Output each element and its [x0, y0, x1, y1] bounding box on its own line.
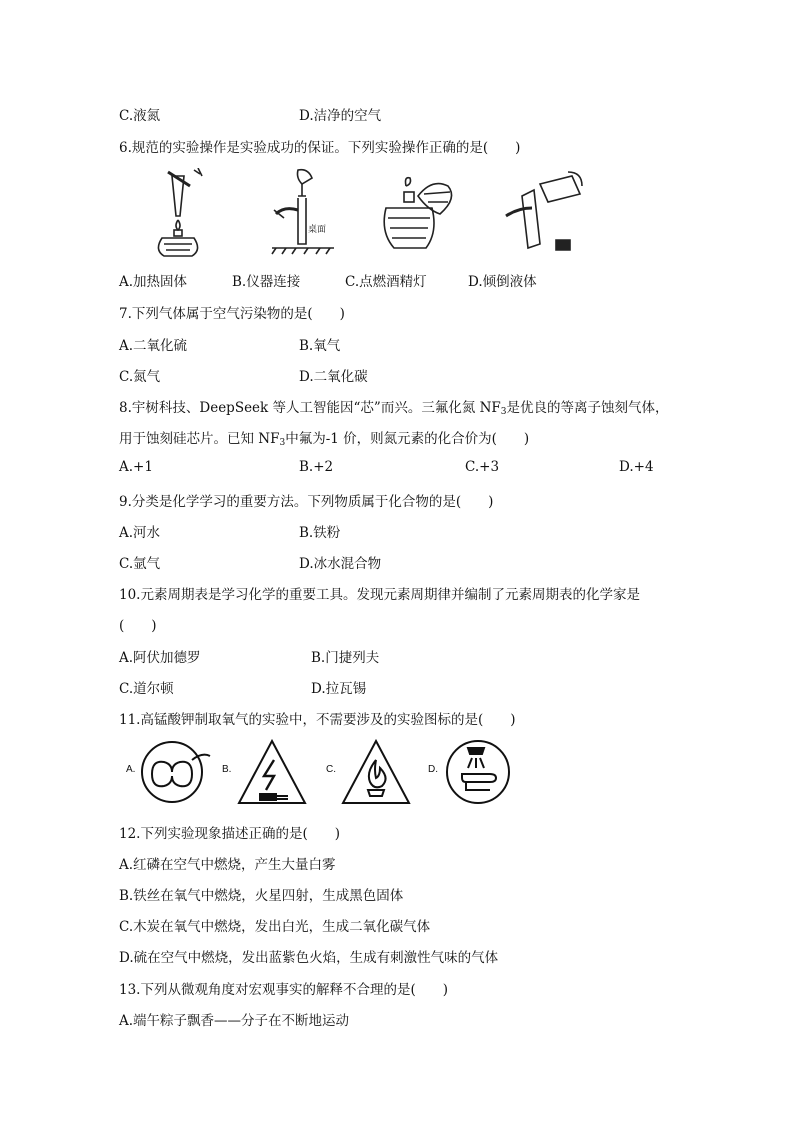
- q7-option-a: A.二氧化硫: [119, 338, 188, 354]
- instrument-connection-figure: [268, 166, 338, 258]
- q9-option-b: B.铁粉: [299, 525, 341, 541]
- heating-solid-figure: [150, 168, 210, 260]
- q7-option-b: B.氧气: [299, 338, 341, 354]
- hand-wash-icon: [444, 738, 512, 806]
- q10-stem-continued: ( ): [119, 618, 157, 634]
- q6-option-a: A.加热固体: [119, 274, 188, 290]
- flame-warning-icon: [340, 738, 412, 806]
- q7-stem: 7.下列气体属于空气污染物的是( ): [119, 306, 345, 322]
- q5-option-c: C.液氮: [119, 108, 161, 124]
- q13-stem: 13.下列从微观角度对宏观事实的解释不合理的是( ): [119, 982, 449, 998]
- q6-option-c: C.点燃酒精灯: [345, 274, 427, 290]
- q10-option-a: A.阿伏加德罗: [119, 650, 201, 666]
- q8-option-d: D.+4: [619, 459, 654, 475]
- q6-option-d: D.倾倒液体: [468, 274, 537, 290]
- q12-option-c: C.木炭在氧气中燃烧，发出白光，生成二氧化碳气体: [119, 919, 431, 935]
- goggles-icon: [140, 738, 212, 806]
- q12-option-b: B.铁丝在氧气中燃烧，火星四射，生成黑色固体: [119, 888, 404, 904]
- q12-option-a: A.红磷在空气中燃烧，产生大量白雾: [119, 857, 336, 873]
- desk-tag-label: 桌面: [308, 224, 327, 234]
- q8-option-a: A.+1: [119, 459, 153, 475]
- q12-option-d: D.硫在空气中燃烧，发出蓝紫色火焰，生成有刺激性气味的气体: [119, 950, 499, 966]
- lighting-alcohol-lamp-figure: [378, 174, 460, 258]
- pouring-liquid-figure: [500, 170, 592, 254]
- q11-icon-a-label: A.: [126, 764, 136, 775]
- q5-option-d: D.洁净的空气: [299, 108, 382, 124]
- q9-option-d: D.冰水混合物: [299, 556, 382, 572]
- q11-icon-b-label: B.: [222, 764, 232, 775]
- q6-stem: 6.规范的实验操作是实验成功的保证。下列实验操作正确的是( ): [119, 140, 521, 156]
- electricity-warning-icon: [236, 738, 308, 806]
- q9-stem: 9.分类是化学学习的重要方法。下列物质属于化合物的是( ): [119, 494, 494, 510]
- q10-option-b: B.门捷列夫: [311, 650, 380, 666]
- q10-option-d: D.拉瓦锡: [311, 681, 367, 697]
- q11-icon-d-label: D.: [428, 764, 438, 775]
- q10-stem: 10.元素周期表是学习化学的重要工具。发现元素周期律并编制了元素周期表的化学家是: [119, 587, 640, 603]
- q8-stem-line1: 8.宇树科技、DeepSeek 等人工智能因“芯”而兴。三氟化氮 $NF_3$是优良的等离子蚀刻气体，: [119, 400, 669, 417]
- q11-icon-c-label: C.: [326, 764, 336, 775]
- q9-option-a: A.河水: [119, 525, 161, 541]
- q8-option-b: B.+2: [299, 459, 334, 475]
- q8-option-c: C.+3: [465, 459, 500, 475]
- q12-stem: 12.下列实验现象描述正确的是( ): [119, 826, 341, 842]
- q9-option-c: C.氩气: [119, 556, 161, 572]
- q7-option-c: C.氮气: [119, 369, 161, 385]
- q7-option-d: D.二氧化碳: [299, 369, 368, 385]
- q13-option-a: A.端午粽子飘香——分子在不断地运动: [119, 1013, 350, 1029]
- q6-option-b: B.仪器连接: [232, 274, 301, 290]
- q11-stem: 11.高锰酸钾制取氧气的实验中，不需要涉及的实验图标的是( ): [119, 712, 516, 728]
- q10-option-c: C.道尔顿: [119, 681, 174, 697]
- q8-stem-line2: 用于蚀刻硅芯片。已知 $NF_3$中氟为-1 价，则氮元素的化合价为( ): [119, 431, 530, 448]
